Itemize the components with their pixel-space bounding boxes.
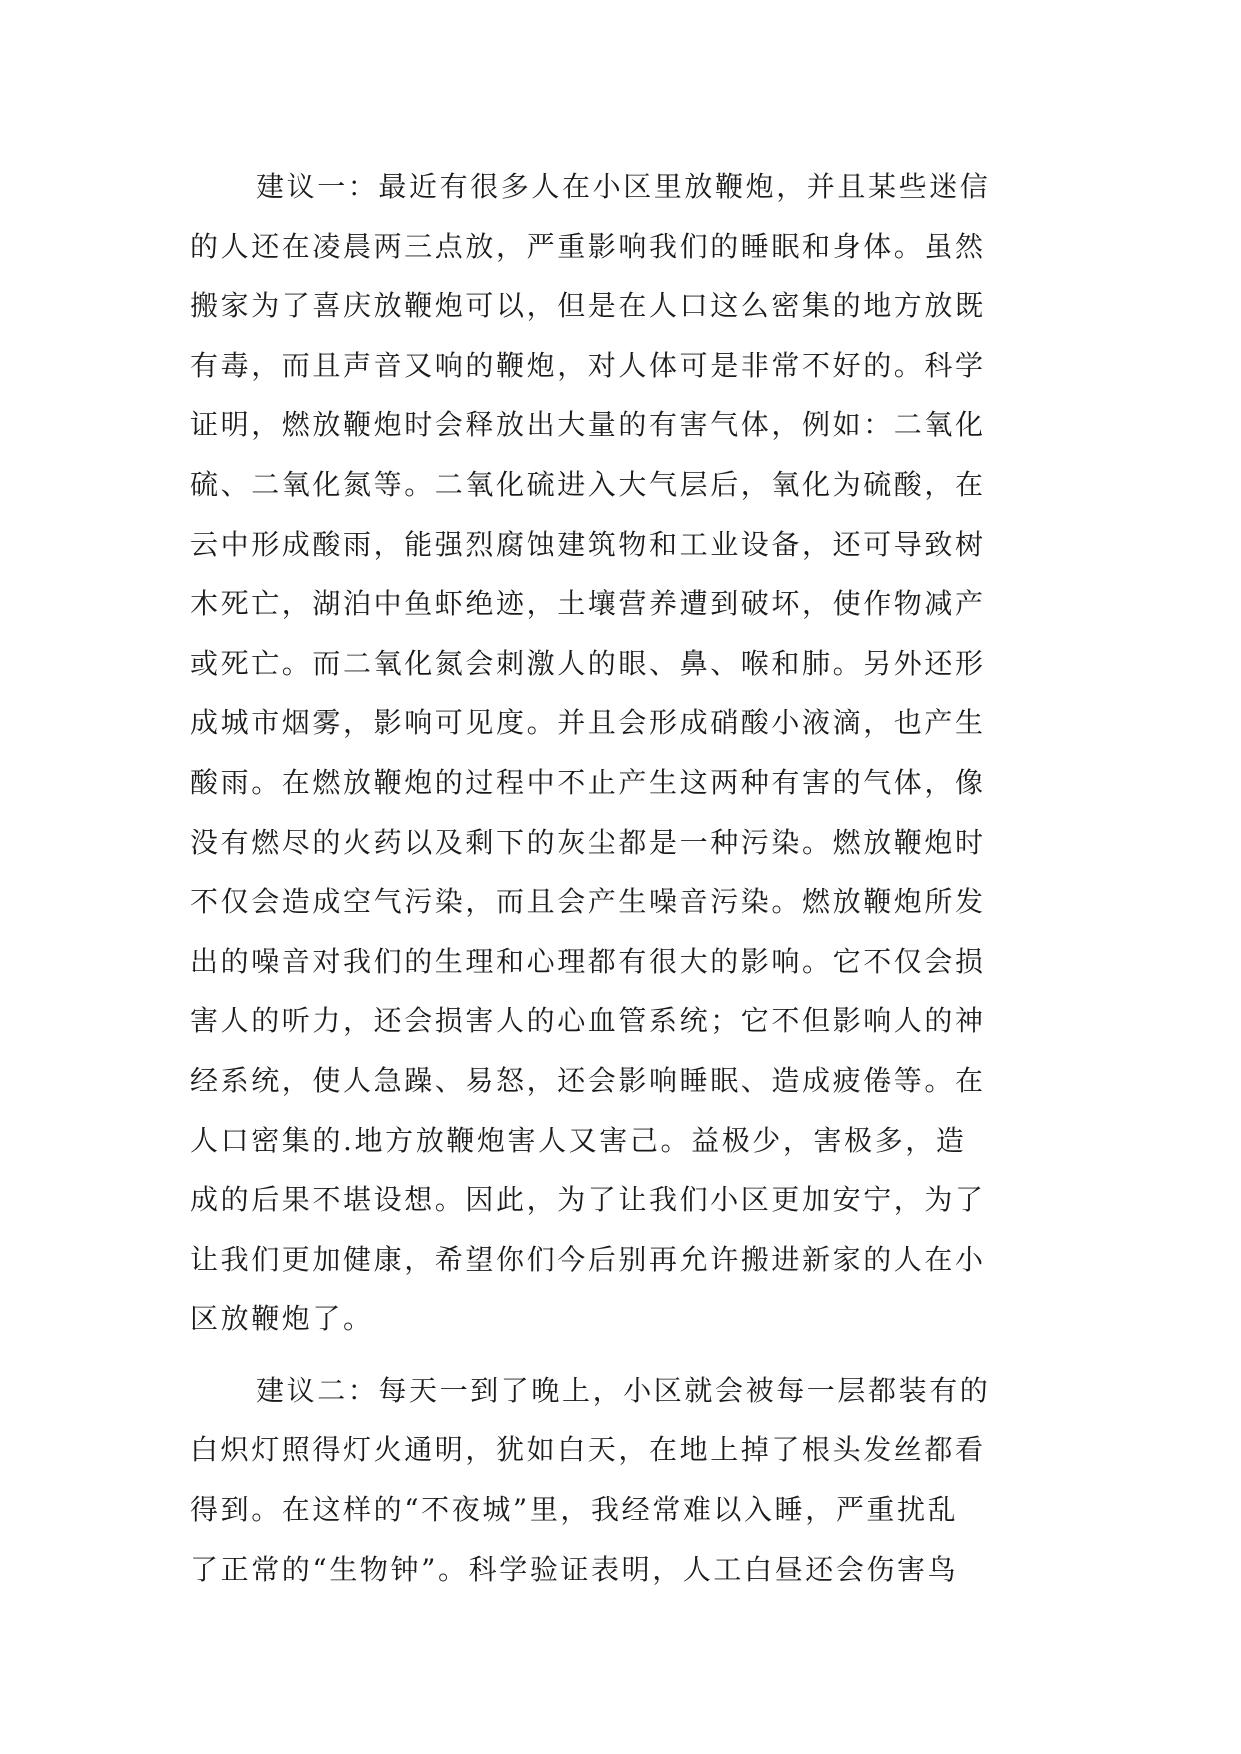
- text-line: 没有燃尽的火药以及剩下的灰尘都是一种污染。燃放鞭炮时: [190, 825, 986, 859]
- text-line: 成城市烟雾，影响可见度。并且会形成硝酸小液滴，也产生: [190, 706, 986, 740]
- text-line: 得到。在这样的“不夜城”里，我经常难以入睡，严重扰乱: [190, 1493, 959, 1527]
- text-line: 出的噪音对我们的生理和心理都有很大的影响。它不仅会损: [190, 944, 986, 978]
- text-line: 区放鞭炮了。: [190, 1302, 374, 1336]
- text-line: 木死亡，湖泊中鱼虾绝迹，土壤营养遭到破坏，使作物减产: [190, 587, 986, 621]
- text-line: 建议二：每天一到了晚上，小区就会被每一层都装有的: [256, 1373, 991, 1407]
- text-line: 建议一：最近有很多人在小区里放鞭炮，并且某些迷信: [256, 170, 991, 203]
- body-text: [190, 157, 1050, 1599]
- text-line: 有毒，而且声音又响的鞭炮，对人体可是非常不好的。科学: [190, 348, 986, 382]
- text-line: 证明，燃放鞭炮时会释放出大量的有害气体，例如：二氧化: [190, 408, 986, 442]
- text-line: 害人的听力，还会损害人的心血管系统；它不但影响人的神: [190, 1004, 986, 1038]
- text-line: 不仅会造成空气污染，而且会产生噪音污染。燃放鞭炮所发: [190, 885, 986, 919]
- text-line: 酸雨。在燃放鞭炮的过程中不止产生这两种有害的气体，像: [190, 765, 986, 799]
- text-line: 或死亡。而二氧化氮会刺激人的眼、鼻、喉和肺。另外还形: [190, 646, 986, 680]
- text-line: 白炽灯照得灯火通明，犹如白天，在地上掉了根头发丝都看: [190, 1433, 986, 1467]
- text-line: 云中形成酸雨，能强烈腐蚀建筑物和工业设备，还可导致树: [190, 527, 986, 561]
- text-line: 人口密集的.地方放鞭炮害人又害己。益极少，害极多，造: [190, 1123, 967, 1157]
- paragraph-suggestion-one: [190, 157, 1050, 1349]
- text-line: 搬家为了喜庆放鞭炮可以，但是在人口这么密集的地方放既: [190, 289, 986, 323]
- text-line: 了正常的“生物钟”。科学验证表明，人工白昼还会伤害鸟: [190, 1552, 959, 1586]
- text-line: 的人还在凌晨两三点放，严重影响我们的睡眠和身体。虽然: [190, 229, 986, 263]
- text-line: 让我们更加健康，希望你们今后别再允许搬进新家的人在小: [190, 1242, 986, 1276]
- text-line: 成的后果不堪设想。因此，为了让我们小区更加安宁，为了: [190, 1183, 986, 1217]
- text-line: 硫、二氧化氮等。二氧化硫进入大气层后，氧化为硫酸，在: [190, 467, 986, 501]
- paragraph-suggestion-two: [190, 1361, 1050, 1599]
- text-line: 经系统，使人急躁、易怒，还会影响睡眠、造成疲倦等。在: [190, 1063, 986, 1097]
